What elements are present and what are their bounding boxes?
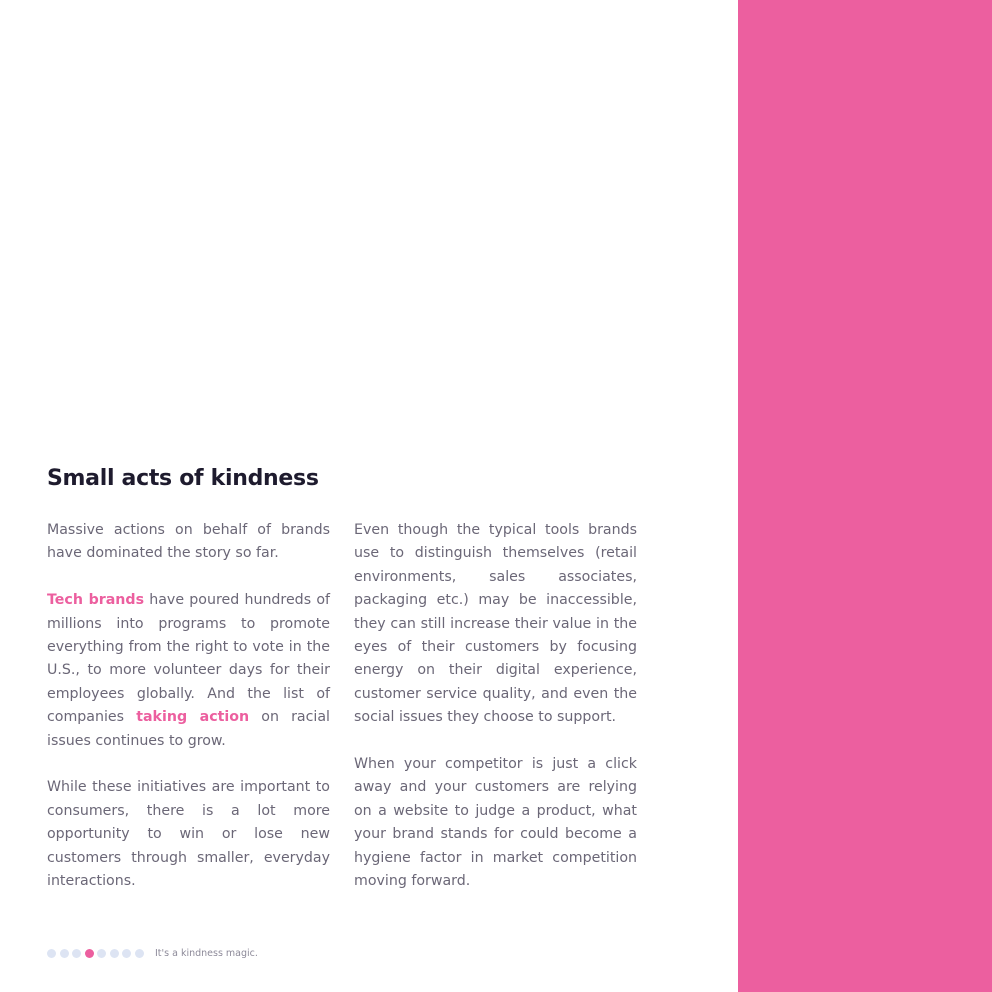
left-paragraph-2-text-1: have poured hundreds of millions into programs to promote everything from the right to vote in the U.S., to more volunteer days for their employees globally. And the list of companies <box>47 592 330 726</box>
taking-action-link[interactable]: taking action <box>136 709 250 726</box>
page-title: Small acts of kindness <box>47 466 319 491</box>
page-dot-active <box>85 949 94 958</box>
page-indicator <box>47 949 147 958</box>
page-dot <box>60 949 69 958</box>
left-paragraph-2 <box>47 589 330 753</box>
right-paragraph-2: When your competitor is just a click away and your customers are relying on a website to judge a product, what your brand stands for could become a hygiene factor in market competition moving forward. <box>354 756 637 890</box>
right-paragraph-1: Even though the typical tools brands use to distinguish themselves (retail environments, sales associates, packaging etc.) may be inaccessible, they can still increase their value in the eyes of their customers by focusing energy on their digital experience, customer service quality, and even the social issues they choose to support. <box>354 522 637 726</box>
tech-brands-link[interactable]: Tech brands <box>47 592 145 609</box>
left-paragraph-3: While these initiatives are important to consumers, there is a lot more opportunity to win or lose new customers through smaller, everyday interactions. <box>47 779 330 890</box>
page-footer <box>47 946 258 960</box>
page-dot <box>110 949 119 958</box>
page-dot <box>122 949 131 958</box>
left-paragraph-1: Massive actions on behalf of brands have dominated the story so far. <box>47 522 330 562</box>
left-text-column <box>47 519 330 917</box>
page-dot <box>72 949 81 958</box>
left-paragraph-2-text-2: on racial issues continues to grow. <box>47 709 330 749</box>
right-text-column <box>354 519 637 917</box>
pink-side-panel <box>738 0 992 992</box>
footer-caption: It's a kindness magic. <box>155 947 258 959</box>
page-dot <box>47 949 56 958</box>
page-dot <box>135 949 144 958</box>
page-dot <box>97 949 106 958</box>
